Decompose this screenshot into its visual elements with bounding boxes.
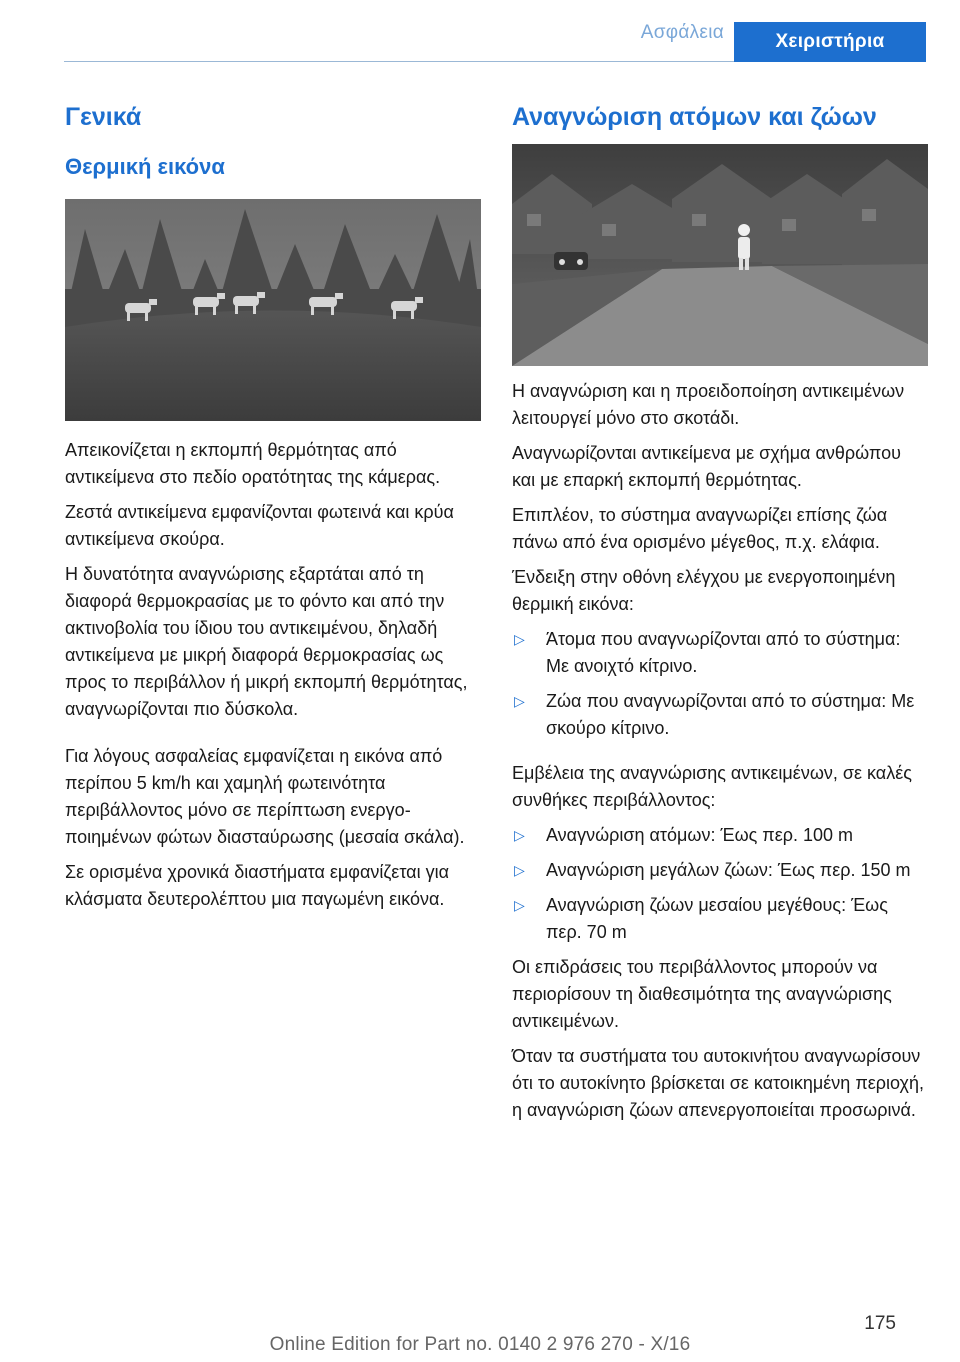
paragraph: Η δυνατότητα αναγνώρισης εξαρτάται από τη διαφορά θερμοκρασίας με το φόντο και από την ακτινοβολία του ίδιου του αντικειμένου, δηλαδή αντικείμενα με μικρή διαφορά θερμοκρασίας ως προς το περιβάλλον ή μικρή εκπομπή θερμότητας, αναγνωρίζονται πιο δύσκολα. [65,564,468,719]
triangle-bullet-icon: ▷ [514,827,525,843]
paragraph: Οι επιδράσεις του περιβάλλοντος μπορούν να περιορίσουν τη διαθεσιμότητα της αναγνώρισης αντικειμένων. [512,957,892,1031]
triangle-bullet-icon: ▷ [514,862,525,878]
section-heading-person-animal-detection: Αναγνώριση ατόμων και ζώων [512,103,877,131]
list-item: ▷ Αναγνώριση ατόμων: Έως περ. 100 m [512,822,928,849]
triangle-bullet-icon: ▷ [514,897,525,913]
paragraph: Αναγνωρίζονται αντικείμενα με σχήμα ανθρώπου και με επαρκή εκπομπή θερμότητας. [512,443,901,490]
triangle-bullet-icon: ▷ [514,631,525,647]
right-column [512,100,928,1132]
thermal-image-animals-photo [65,199,481,421]
page-number: 175 [864,1313,896,1334]
paragraph: Ζεστά αντικείμενα εμφανίζονται φωτεινά και κρύα αντικείμενα σκούρα. [65,502,454,549]
list-item: ▷ Άτομα που αναγνωρίζονται από το σύστημα: Με ανοιχτό κίτρινο. [512,626,928,680]
header-section-tab[interactable]: Ασφάλεια [640,22,724,43]
paragraph: Εμβέλεια της αναγνώρισης αντικειμένων, σε καλές συνθήκες περιβάλλοντος: [512,763,912,810]
header-chapter-tab[interactable]: Χειριστήρια [734,22,926,62]
display-indication-list [512,626,928,742]
subheading-thermal-image: Θερμική εικόνα [65,154,225,179]
paragraph: Επιπλέον, το σύστημα αναγνωρίζει επίσης ζώα πάνω από ένα ορισμένο μέγεθος, π.χ. ελάφια. [512,505,888,552]
triangle-bullet-icon: ▷ [514,693,525,709]
detection-range-list [512,822,928,946]
paragraph: Σε ορισμένα χρονικά διαστήματα εμφανίζεται για κλάσματα δευτερολέπτου μια παγωμένη εικόνα. [65,862,449,909]
section-heading-general: Γενικά [65,103,142,131]
edition-footer: Online Edition for Part no. 0140 2 976 270 - X/16 [269,1334,691,1355]
left-column [65,100,481,921]
list-item: ▷ Αναγνώριση ζώων μεσαίου μεγέθους: Έως περ. 70 m [512,892,928,946]
list-item: ▷ Ζώα που αναγνωρίζονται από το σύστημα: Με σκούρο κίτρινο. [512,688,928,742]
paragraph: Η αναγνώριση και η προειδοποίηση αντικειμένων λειτουργεί μόνο στο σκοτάδι. [512,381,905,428]
paragraph: Όταν τα συστήματα του αυτοκινήτου αναγνωρίσουν ότι το αυτοκίνητο βρίσκεται σε κατοικημένη περιοχή, η αναγνώριση ζώων απενεργοποιείται προσωρινά. [512,1046,924,1120]
paragraph: Ένδειξη στην οθόνη ελέγχου με ενεργοποιημένη θερμική εικόνα: [512,567,896,614]
thermal-image-pedestrian-photo [512,144,928,366]
list-item: ▷ Αναγνώριση μεγάλων ζώων: Έως περ. 150 m [512,857,928,884]
paragraph: Απεικονίζεται η εκπομπή θερμότητας από αντικείμενα στο πεδίο ορατότητας της κάμερας. [65,440,441,487]
paragraph: Για λόγους ασφαλείας εμφανίζεται η εικόνα από περίπου 5 km/h και χαμηλή φωτεινότητα περιβάλλοντος μόνο σε περίπτωση ενεργοποιημένων φώτων διασταύρωσης (μεσαία σκάλα). [65,746,465,847]
